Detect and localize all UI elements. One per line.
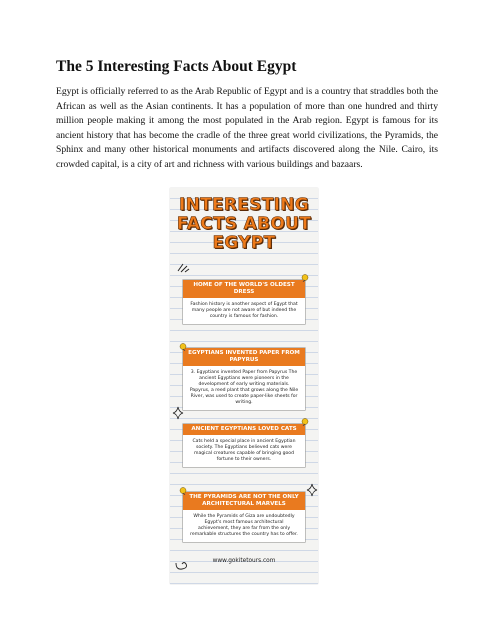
infographic-title-line-1: INTERESTING — [178, 195, 310, 215]
fact-card-cats — [183, 424, 305, 467]
pushpin-icon — [179, 487, 187, 495]
fact-card-architecture — [183, 492, 305, 542]
fact-card-heading: ANCIENT EGYPTIANS LOVED CATS — [183, 424, 305, 435]
fact-card-body: Cats held a special place in ancient Egyptian society. The Egyptians believed cats were magical creatures capable of bringing good fortune to their owners. — [192, 439, 296, 462]
pushpin-icon — [179, 343, 187, 351]
sparkle-icon — [306, 483, 318, 497]
intro-paragraph: Egypt is officially referred to as the Arab Republic of Egypt and is a country that straddles both the African as well as the Asian continents. It has a population of more than one hundred and thirty million people making it among the most populated in the Arab region. Egypt is famous for its ancient history that has become the cradle of the three great world civilizations, the Pyramids, the Sphinx and many other historical monuments and artifacts discovered along the Nile. Cairo, its crowded capital, is a city of art and richness with various buildings and bazaars. — [56, 86, 438, 170]
sparkle-icon — [172, 406, 184, 420]
website-url: www.gokitetours.com — [212, 558, 276, 564]
fact-card-body: 3. Egyptians invented Paper from Papyrus The ancient Egyptians were pioneers in the development of early writing materials. Papyrus, a reed plant that grows along the Nile River, was used to create paper-like sheets for writing. — [189, 370, 299, 405]
fact-card-oldest-dress — [183, 280, 305, 324]
fact-card-body: Fashion history is another aspect of Egypt that many people are not aware of but indeed the country is famous for fashion. — [190, 302, 298, 319]
fact-card-papyrus — [183, 348, 305, 410]
infographic-title-line-3: EGYPT — [212, 233, 276, 253]
infographic-title-line-2: FACTS ABOUT — [176, 214, 312, 234]
sparkle-lines-icon — [176, 261, 190, 273]
page-title: The 5 Interesting Facts About Egypt — [56, 58, 297, 75]
pushpin-icon — [301, 274, 309, 282]
egypt-facts-infographic — [170, 188, 318, 584]
fact-card-heading: EGYPTIANS INVENTED PAPER FROM PAPYRUS — [183, 348, 305, 366]
fact-card-heading: HOME OF THE WORLD'S OLDEST DRESS — [183, 280, 305, 298]
fact-card-body: While the Pyramids of Giza are undoubtedly Egypt's most famous architectural achievement, they are far from the only remarkable structures the country has to offer. — [190, 514, 298, 537]
pushpin-icon — [301, 418, 309, 426]
fact-card-heading: THE PYRAMIDS ARE NOT THE ONLY ARCHITECTURAL MARVELS — [183, 492, 305, 510]
